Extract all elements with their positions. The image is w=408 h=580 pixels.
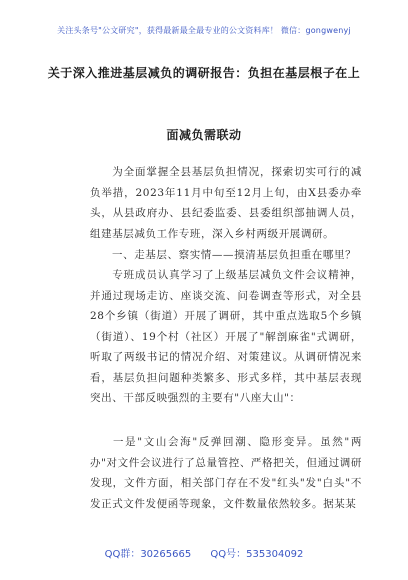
footer-contact: [0, 545, 408, 560]
paragraph-point-1-text: 一是"文山会海"反弹回潮、隐形变异。虽然"两办"对文件会议进行了总量管控、严格把关，但通过调研发现，文件方面，相关部门存在不发"红头"发"白头"不发正式文件发便函等现象，文件数量依然较多。据某某: [90, 436, 362, 510]
paragraph-intro-text: 为全面掌握全县基层负担情况，探索切实可行的减负举措，2023年11月中旬至12月上旬，由X县委办牵头，从县政府办、县纪委监委、县委组织部抽调人员，组建基层减负工作专班，深入乡村两级开展调研。: [90, 166, 362, 240]
paragraph-point-1: [90, 432, 362, 514]
section-heading-1: [90, 245, 362, 266]
section-heading-1-text: 一、走基层、察实情——摸清基层负担重在哪里？: [112, 249, 357, 261]
paragraph-intro: [90, 162, 362, 244]
document-title-line-2: 面减负需联动: [166, 128, 242, 142]
footer-qq-number: QQ号：535304092: [210, 549, 304, 560]
paragraph-findings: [90, 265, 362, 409]
header-note: 关注头条号"公文研究"，获得最新最全最专业的公文资料库！ 微信：gongwenyj: [57, 26, 351, 35]
document-title-line-1: 关于深入推进基层减负的调研报告：负担在基层根子在上: [47, 66, 361, 80]
paragraph-findings-text: 专班成员认真学习了上级基层减负文件会议精神，并通过现场走访、座谈交流、问卷调查等形式，对全县28个乡镇（街道）开展了调研，其中重点选取5个乡镇（街道）、19个村（社区）开展了"解剖麻雀"式调研，听取了两级书记的情况介绍、对策建议。从调研情况来看，基层负担问题种类繁多、形式多样，其中基层表现突出、干部反映强烈的主要有"八座大山"：: [90, 269, 362, 404]
footer-qq-group: QQ群：30265665: [104, 549, 192, 560]
